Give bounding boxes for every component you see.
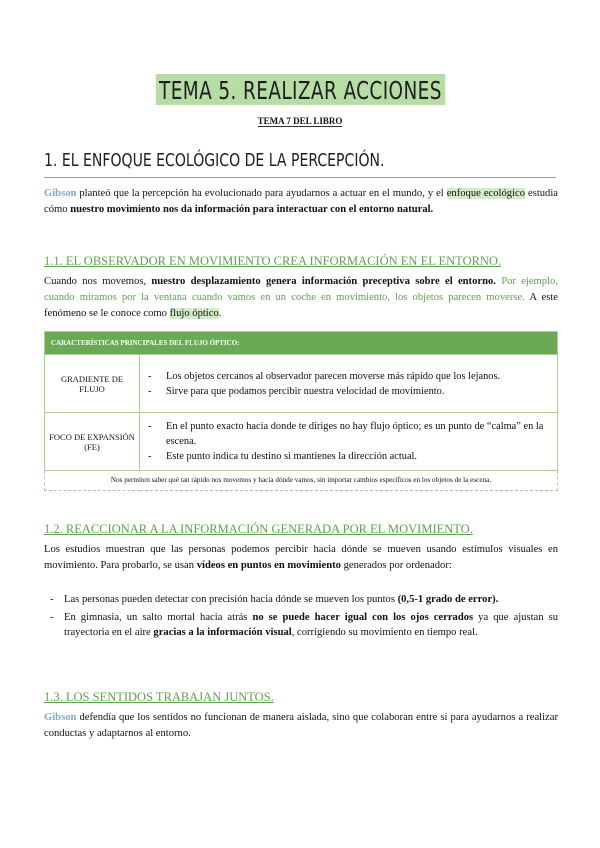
gibson-name: Gibson — [44, 712, 77, 723]
paragraph-text: A este fenómeno se le conoce como — [44, 292, 558, 319]
table-row — [45, 355, 558, 413]
list-item — [44, 592, 558, 607]
paragraph-text: estudia cómo — [44, 188, 559, 215]
list-item — [44, 610, 558, 640]
list-text: Las personas pueden detectar con precisión hacia dónde se mueven los puntos — [64, 594, 398, 605]
subsection-1-3-heading: 1.3. LOS SENTIDOS TRABAJAN JUNTOS. — [44, 690, 274, 704]
list-text: ya que ajustan su trayectoria en el aire — [64, 612, 558, 638]
page-subtitle — [0, 116, 600, 126]
table-footer-row — [45, 471, 558, 491]
bold-text: vídeos en puntos en movimiento — [196, 560, 341, 571]
bold-text: nuestro desplazamiento genera información preceptiva sobre el entorno. — [151, 276, 496, 287]
list-item: - Los objetos cercanos al observador parecen moverse más rápido que los lejanos. — [156, 369, 549, 384]
section-1-divider — [44, 177, 556, 178]
list-item: - Este punto indica tu destino si mantienes la dirección actual. — [156, 449, 549, 464]
subsection-1-3-paragraph — [44, 710, 558, 742]
page-title: TEMA 5. REALIZAR ACCIONES — [155, 74, 444, 105]
bold-text: no se puede hacer igual con los ojos cerrados — [252, 612, 474, 623]
subsection-1-2-list — [44, 592, 558, 643]
title-wrap — [0, 74, 600, 105]
example-text: Por ejemplo, cuando miramos por la ventana cuando vamos en un coche en movimiento, los objetos parecen moverse. — [44, 276, 558, 303]
paragraph-text: Cuando nos movemos, — [44, 276, 152, 287]
paragraph-text: planteó que la percepción ha evolucionado para ayudarnos a actuar en el mundo, y el — [76, 188, 447, 199]
paragraph-text: generados por ordenador: — [340, 560, 452, 571]
paragraph-text: . — [218, 308, 222, 319]
highlight-ecologico: enfoque ecológico — [446, 188, 526, 199]
bold-text: gracias a la información visual — [153, 627, 292, 638]
row-content-foco — [140, 413, 558, 471]
subtitle-text: TEMA 7 DEL LIBRO — [257, 116, 343, 126]
subsection-1-2-paragraph — [44, 542, 558, 574]
section-1-number: 1. — [44, 150, 62, 171]
section-1-heading — [44, 150, 384, 171]
row-label-foco: FOCO DE EXPANSIÓN (FE) — [45, 413, 140, 471]
subsection-1-1-heading: 1.1. EL OBSERVADOR EN MOVIMIENTO CREA INFORMACIÓN EN EL ENTORNO. — [44, 254, 502, 268]
section-1-paragraph — [44, 186, 558, 218]
section-1-title: EL ENFOQUE ECOLÓGICO DE LA PERCEPCIÓN. — [61, 150, 385, 171]
table-header-row — [45, 332, 558, 355]
list-item: - Sirve para que podamos percibir nuestra velocidad de movimiento. — [156, 384, 549, 399]
list-text: En gimnasia, un salto mortal hacia atrás — [64, 612, 253, 623]
highlight-flujo-optico: flujo óptico — [169, 308, 219, 319]
subsection-1-2-heading: 1.2. REACCIONAR A LA INFORMACIÓN GENERADA POR EL MOVIMIENTO. — [44, 522, 473, 536]
row-label-gradiente: GRADIENTE DE FLUJO — [45, 355, 140, 413]
table-footer-note: Nos permiten saber qué tan rápido nos movemos y hacia dónde vamos, sin importar cambios específicos en los objetos de la escena. — [45, 471, 558, 491]
list-text: , corrigiendo su movimiento en tiempo real. — [291, 627, 478, 638]
bold-text: nuestro movimiento nos da información para interactuar con el entorno natural. — [70, 204, 434, 215]
list-item: - En el punto exacto hacia donde te diriges no hay flujo óptico; es un punto de “calma” en la escena. — [156, 419, 549, 449]
table-row — [45, 413, 558, 471]
gibson-name: Gibson — [44, 188, 77, 199]
subsection-1-1-paragraph — [44, 274, 558, 322]
flujo-optico-table — [44, 331, 558, 491]
row-content-gradiente — [140, 355, 558, 413]
bold-text: (0,5-1 grado de error). — [397, 594, 499, 605]
paragraph-text: Los estudios muestran que las personas podemos percibir hacia dónde se mueven usando estímulos visuales en movimiento. Para probarlo, se usan — [44, 544, 558, 571]
table-header: CARACTERÍSTICAS PRINCIPALES DEL FLUJO ÓPTICO: — [45, 332, 558, 355]
paragraph-text: defendía que los sentidos no funcionan de manera aislada, sino que colaboran entre sí para ayudarnos a realizar conductas y adaptarnos al entorno. — [44, 712, 558, 739]
